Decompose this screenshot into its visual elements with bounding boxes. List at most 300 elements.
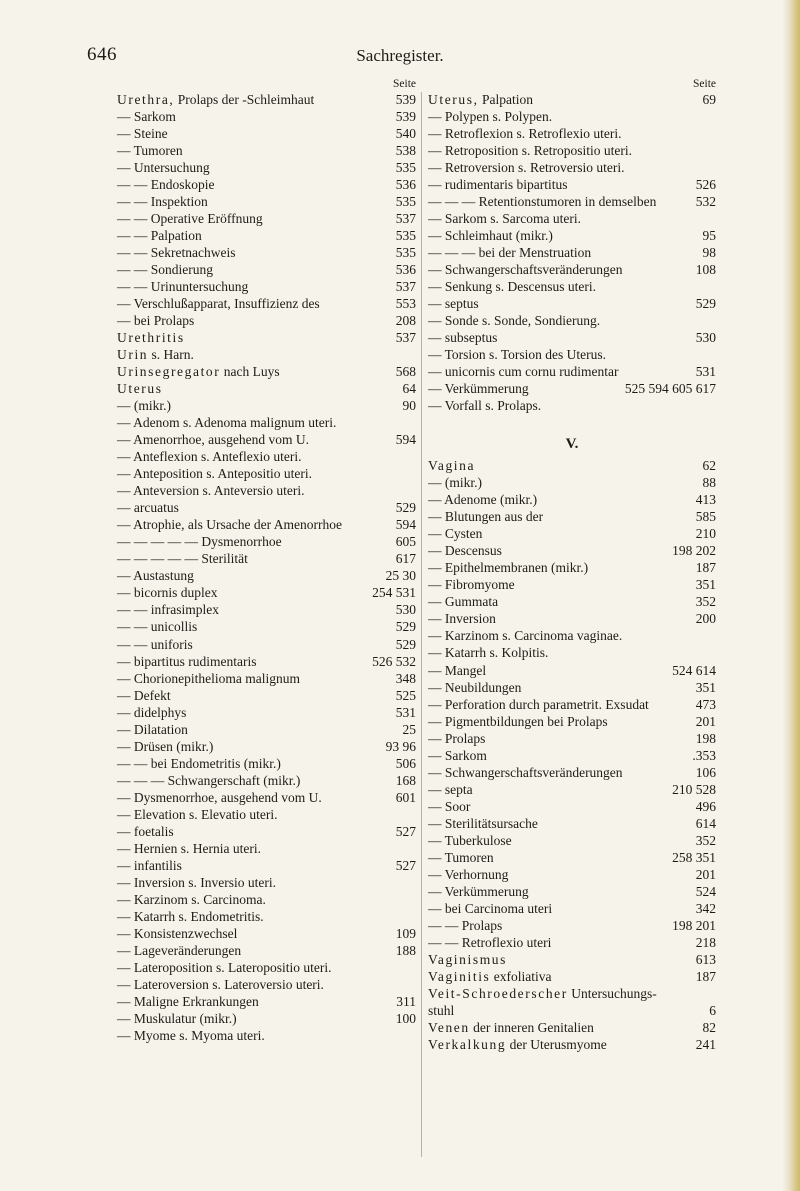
index-entry (428, 679, 716, 696)
entry-text: — Polypen s. Polypen. (428, 109, 553, 125)
entry-text: — bipartitus rudimentaris (117, 653, 257, 669)
index-entry (428, 781, 716, 798)
entry-pages: 210 (695, 526, 716, 542)
entry-pages: 529 (395, 619, 416, 635)
entry-text: — Blutungen aus der (428, 509, 544, 525)
headword: Verkalkung (428, 1036, 507, 1052)
entry-pages: 525 (395, 687, 416, 703)
entry-text: — — Endoskopie (117, 177, 215, 193)
index-entry (428, 730, 716, 747)
entry-pages: 342 (695, 900, 716, 916)
entry-text: — — — bei der Menstruation (428, 245, 592, 261)
index-entry (428, 91, 716, 108)
entry-pages: 201 (695, 866, 716, 882)
entry-text: — Perforation durch parametrit. Exsudat (428, 696, 649, 712)
index-entry (117, 959, 416, 976)
index-entry (428, 934, 716, 951)
index-entry (428, 210, 716, 227)
index-column-left (117, 78, 416, 1044)
index-entry (428, 193, 716, 210)
index-entry (428, 593, 716, 610)
index-entry (117, 993, 416, 1010)
entry-pages: 109 (395, 925, 416, 941)
entry-text: — Fibromyome (428, 577, 515, 593)
index-entry (117, 550, 416, 567)
index-entry (117, 295, 416, 312)
entry-pages: 524 (695, 883, 716, 899)
index-entry (117, 618, 416, 635)
entry-text: — Vorfall s. Prolaps. (428, 398, 542, 414)
entry-pages: 540 (395, 126, 416, 142)
index-entry (428, 610, 716, 627)
index-entry (428, 125, 716, 142)
index-entry (428, 295, 716, 312)
entry-pages: 537 (395, 211, 416, 227)
headword: Veit-Schroederscher (428, 985, 568, 1001)
entry-pages: 496 (695, 798, 716, 814)
entry-pages: 348 (395, 670, 416, 686)
index-entry (117, 1027, 416, 1044)
section-heading (428, 431, 716, 457)
entry-pages: 106 (695, 764, 716, 780)
entry-text: — Retroposition s. Retropositio uteri. (428, 143, 632, 159)
index-entry (117, 704, 416, 721)
index-entry (117, 653, 416, 670)
index-entry (428, 985, 716, 1002)
entry-text: — unicornis cum cornu rudimentar (428, 364, 619, 380)
index-entry (117, 363, 416, 380)
entry-text: — — infrasimplex (117, 602, 219, 618)
index-entry (117, 584, 416, 601)
index-entry (117, 516, 416, 533)
entry-pages: 568 (395, 364, 416, 380)
entry-pages: 90 (402, 398, 416, 414)
index-entry (117, 533, 416, 550)
headword: Uterus (117, 381, 163, 397)
headword: Vaginitis (428, 968, 491, 984)
entry-text: — Schleimhaut (mikr.) (428, 228, 553, 244)
entry-pages: 525 594 605 617 (624, 381, 716, 397)
entry-text: — Neubildungen (428, 679, 522, 695)
entry-pages: 473 (695, 696, 716, 712)
index-entry (117, 670, 416, 687)
seite-label: Seite (393, 78, 416, 90)
entry-pages: 538 (395, 143, 416, 159)
entry-pages: 531 (395, 704, 416, 720)
index-entry (117, 601, 416, 618)
entry-text: — Senkung s. Descensus uteri. (428, 279, 596, 295)
entry-text (117, 380, 163, 397)
entry-text: — infantilis (117, 857, 182, 873)
index-entry (117, 397, 416, 414)
index-entry (428, 227, 716, 244)
entry-pages: 594 (395, 517, 416, 533)
index-entry (117, 908, 416, 925)
entry-text: — Muskulatur (mikr.) (117, 1010, 237, 1026)
index-entry (117, 329, 416, 346)
entry-text (428, 457, 475, 474)
headword: Urin (117, 347, 149, 363)
index-entry (117, 755, 416, 772)
headword: Urethra, (117, 92, 175, 107)
entry-pages: 98 (702, 245, 716, 261)
index-entry (428, 346, 716, 363)
entry-pages: 530 (395, 602, 416, 618)
entry-text: — Sarkom s. Sarcoma uteri. (428, 211, 581, 227)
entry-pages: 25 (402, 721, 416, 737)
entry-text: — Defekt (117, 687, 171, 703)
index-entry (117, 925, 416, 942)
headword: Urinsegregator (117, 364, 221, 380)
entry-text: Urethra, Prolaps der -Schleimhaut (117, 92, 315, 107)
entry-text: — rudimentaris bipartitus (428, 177, 568, 193)
index-entry (117, 823, 416, 840)
entry-pages: 613 (695, 951, 716, 967)
index-entry (428, 713, 716, 730)
index-entry (428, 363, 716, 380)
entry-pages: 530 (695, 330, 716, 346)
entry-pages: .353 (692, 747, 716, 763)
entry-text: — Sarkom (428, 747, 487, 763)
index-entry (428, 627, 716, 644)
entry-pages: 82 (702, 1019, 716, 1035)
entry-pages: 95 (702, 228, 716, 244)
entry-text: — Schwangerschaftsveränderungen (428, 262, 623, 278)
index-entry (428, 244, 716, 261)
entry-text: — — unicollis (117, 619, 198, 635)
index-entry (117, 108, 416, 125)
entry-text: — subseptus (428, 330, 498, 346)
entry-text: Venen der inneren Genitalien (428, 1019, 594, 1035)
index-entry (428, 1002, 716, 1019)
entry-text: — Inversion s. Inversio uteri. (117, 874, 276, 890)
entry-pages: 218 (695, 934, 716, 950)
seite-label: Seite (693, 78, 716, 90)
index-entry (428, 491, 716, 508)
index-entry (117, 499, 416, 516)
index-entry (117, 721, 416, 738)
entry-text: — Steine (117, 126, 168, 142)
entry-pages: 198 202 (672, 543, 716, 559)
index-entry (117, 312, 416, 329)
entry-pages: 241 (695, 1036, 716, 1052)
entry-text: — Konsistenzwechsel (117, 925, 238, 941)
index-entry (428, 662, 716, 679)
index-entry (117, 806, 416, 823)
entry-text: — — Palpation (117, 228, 202, 244)
entry-pages: 351 (695, 679, 716, 695)
entry-text: — Lageveränderungen (117, 942, 242, 958)
index-entry (428, 1036, 716, 1053)
entry-text: Verkalkung der Uterusmyome (428, 1036, 607, 1052)
entry-text: — Lateroversion s. Lateroversio uteri. (117, 976, 324, 992)
entry-pages: 187 (695, 560, 716, 576)
entry-text: — (mikr.) (428, 475, 482, 491)
entry-pages: 258 351 (672, 849, 716, 865)
entry-pages: 536 (395, 177, 416, 193)
entry-text: — foetalis (117, 823, 174, 839)
page-number: 646 (87, 44, 117, 65)
entry-text: — — Sondierung (117, 262, 213, 278)
entry-text: — didelphys (117, 704, 187, 720)
index-entry (428, 798, 716, 815)
entry-pages: 585 (695, 509, 716, 525)
entry-pages: 210 528 (672, 781, 716, 797)
entry-text: — — — Schwangerschaft (mikr.) (117, 772, 301, 788)
entry-pages: 208 (395, 313, 416, 329)
entry-pages: 537 (395, 279, 416, 295)
headword: Vagina (428, 458, 476, 474)
entry-text: — — Retroflexio uteri (428, 934, 552, 950)
entry-text: — bei Carcinoma uteri (428, 900, 553, 916)
index-entry (428, 576, 716, 593)
index-entry (117, 210, 416, 227)
entry-text: — Cysten (428, 526, 483, 542)
entry-pages: 506 (395, 755, 416, 771)
index-entry (428, 278, 716, 295)
entry-text: — Epithelmembranen (mikr.) (428, 560, 589, 576)
entry-text: — — — Retentionstumoren in demselben (428, 194, 657, 210)
index-entry (428, 508, 716, 525)
index-entry (428, 917, 716, 934)
entry-pages: 532 (695, 194, 716, 210)
entry-text: — Sarkom (117, 109, 176, 125)
entry-text: — Untersuchung (117, 160, 210, 176)
index-entry (428, 764, 716, 781)
entry-text: — — Sekretnachweis (117, 245, 236, 261)
index-entry (117, 193, 416, 210)
entry-text: — — Inspektion (117, 194, 208, 210)
entry-text: — Adenome (mikr.) (428, 492, 538, 508)
index-entry (117, 278, 416, 295)
entry-pages: 527 (395, 823, 416, 839)
entry-pages: 201 (695, 713, 716, 729)
entry-pages: 526 532 (372, 653, 416, 669)
entry-text: — Torsion s. Torsion des Uterus. (428, 347, 606, 363)
index-entry (117, 891, 416, 908)
entry-text: — Karzinom s. Carcinoma. (117, 891, 266, 907)
entry-pages: 311 (396, 993, 416, 1009)
entry-text: — (mikr.) (117, 398, 171, 414)
entry-text: — Gummata (428, 594, 499, 610)
entry-text: — Soor (428, 798, 471, 814)
index-entry (117, 414, 416, 431)
entry-pages: 108 (695, 262, 716, 278)
index-entry (117, 1010, 416, 1027)
index-entry (428, 849, 716, 866)
index-entry (428, 1019, 716, 1036)
entry-text: — Tuberkulose (428, 832, 512, 848)
entry-pages: 529 (395, 500, 416, 516)
entry-text: — Chorionepithelioma malignum (117, 670, 300, 686)
index-entry (117, 772, 416, 789)
entry-text: — Dilatation (117, 721, 188, 737)
index-entry (428, 397, 716, 414)
index-entry (428, 159, 716, 176)
entry-text: — Tumoren (428, 849, 494, 865)
entry-text: — Sterilitätsursache (428, 815, 538, 831)
headword: Venen (428, 1019, 470, 1035)
entry-text: — Verhornung (428, 866, 509, 882)
entry-pages: 537 (395, 330, 416, 346)
index-entry (117, 142, 416, 159)
index-entry (117, 738, 416, 755)
index-entry (117, 567, 416, 584)
index-entry (117, 346, 416, 363)
entry-text: Uterus, Palpation (428, 92, 533, 107)
entry-text: — septa (428, 781, 473, 797)
index-entry (428, 815, 716, 832)
entry-text: — Schwangerschaftsveränderungen (428, 764, 623, 780)
entry-text: — Retroversion s. Retroversio uteri. (428, 160, 625, 176)
entry-pages: 88 (702, 475, 716, 491)
entry-text: — — bei Endometritis (mikr.) (117, 755, 281, 771)
index-entry (117, 431, 416, 448)
index-entry (428, 525, 716, 542)
entry-pages: 527 (395, 857, 416, 873)
entry-text: — — Operative Eröffnung (117, 211, 263, 227)
index-entry (428, 900, 716, 917)
entry-text (117, 329, 185, 346)
entry-pages: 25 30 (385, 568, 416, 584)
entry-text: — Verschlußapparat, Insuffizienz des (117, 296, 320, 312)
index-entry (428, 176, 716, 193)
index-entry (117, 261, 416, 278)
index-entry (428, 329, 716, 346)
entry-text: — Katarrh s. Endometritis. (117, 908, 264, 924)
entry-text: Urinsegregator nach Luys (117, 364, 280, 380)
index-entry (428, 883, 716, 900)
entry-pages: 352 (695, 832, 716, 848)
headword: Vaginismus (428, 951, 508, 967)
index-entry (117, 636, 416, 653)
entry-pages: 69 (702, 92, 716, 107)
entry-pages: 352 (695, 594, 716, 610)
index-entry (428, 108, 716, 125)
entry-text: — Prolaps (428, 730, 486, 746)
index-entry (428, 866, 716, 883)
entry-text: stuhl (428, 1002, 455, 1018)
entry-pages: 594 (395, 432, 416, 448)
entry-text: — Amenorrhoe, ausgehend vom U. (117, 432, 309, 448)
index-entry (117, 687, 416, 704)
entry-pages: 553 (395, 296, 416, 312)
entry-pages: 6 (709, 1002, 716, 1018)
index-entry (428, 644, 716, 661)
index-entry (117, 380, 416, 397)
entry-text: — Tumoren (117, 143, 183, 159)
index-entry (428, 542, 716, 559)
index-entry (117, 227, 416, 244)
index-entry (428, 696, 716, 713)
entry-text: — Dysmenorrhoe, ausgehend vom U. (117, 789, 322, 805)
entry-text: — Karzinom s. Carcinoma vaginae. (428, 628, 623, 644)
entry-text: — Anteposition s. Antepositio uteri. (117, 466, 312, 482)
entry-text: — Verkümmerung (428, 883, 529, 899)
index-entry (117, 244, 416, 261)
entry-text: — bei Prolaps (117, 313, 195, 329)
entry-text: — Lateroposition s. Lateropositio uteri. (117, 959, 332, 975)
index-entry (428, 380, 716, 397)
index-entry (428, 261, 716, 278)
entry-pages: 605 (395, 534, 416, 550)
entry-text (428, 951, 507, 968)
index-column-right (428, 78, 716, 1053)
entry-pages: 62 (702, 458, 716, 474)
entry-pages: 200 (695, 611, 716, 627)
entry-pages: 187 (695, 968, 716, 984)
index-entry (428, 951, 716, 968)
index-entry (117, 448, 416, 465)
headword: Urethritis (117, 330, 185, 346)
entry-pages: 536 (395, 262, 416, 278)
index-entry (117, 159, 416, 176)
index-entry (117, 789, 416, 806)
column-divider (421, 92, 422, 1157)
headword: Uterus, (428, 92, 479, 107)
entry-text: — Descensus (428, 543, 502, 559)
entry-pages: 526 (695, 177, 716, 193)
index-entry (117, 976, 416, 993)
entry-text: — bicornis duplex (117, 585, 218, 601)
entry-text: — — — — — Dysmenorrhoe (117, 534, 282, 550)
entry-pages: 601 (395, 789, 416, 805)
entry-pages: 524 614 (672, 662, 716, 678)
index-entry (117, 176, 416, 193)
entry-text: — — — — — Sterilität (117, 551, 248, 567)
entry-pages: 198 (695, 730, 716, 746)
entry-pages: 535 (395, 160, 416, 176)
entry-text: — Elevation s. Elevatio uteri. (117, 806, 278, 822)
page-header (0, 44, 800, 74)
entry-text: — Myome s. Myoma uteri. (117, 1027, 265, 1043)
entry-text: — Adenom s. Adenoma malignum uteri. (117, 415, 337, 431)
entry-text: — — Prolaps (428, 917, 503, 933)
entry-pages: 168 (395, 772, 416, 788)
entry-text: Urin s. Harn. (117, 347, 194, 363)
entry-pages: 529 (695, 296, 716, 312)
entry-text: — — uniforis (117, 636, 193, 652)
index-entry (428, 474, 716, 491)
entry-pages: 617 (395, 551, 416, 567)
index-entry (428, 747, 716, 764)
entry-pages: 351 (695, 577, 716, 593)
index-entry (428, 559, 716, 576)
entry-text: — Verkümmerung (428, 381, 529, 397)
entry-text: — Pigmentbildungen bei Prolaps (428, 713, 608, 729)
entry-text: — Retroflexion s. Retroflexio uteri. (428, 126, 622, 142)
entry-pages: 529 (395, 636, 416, 652)
entry-pages: 614 (695, 815, 716, 831)
entry-text: — Drüsen (mikr.) (117, 738, 214, 754)
index-entry (117, 465, 416, 482)
index-entry (117, 482, 416, 499)
entry-text: — Austastung (117, 568, 194, 584)
entry-text: — Mangel (428, 662, 487, 678)
index-entry (117, 942, 416, 959)
index-entry (428, 968, 716, 985)
page-edge (782, 0, 800, 1191)
entry-pages: 535 (395, 245, 416, 261)
index-entry (428, 142, 716, 159)
entry-text: — Anteflexion s. Anteflexio uteri. (117, 449, 302, 465)
entry-pages: 188 (395, 942, 416, 958)
entry-pages: 535 (395, 194, 416, 210)
index-entry (117, 91, 416, 108)
index-entry (117, 840, 416, 857)
entry-text: — arcuatus (117, 500, 179, 516)
entry-text: — septus (428, 296, 479, 312)
